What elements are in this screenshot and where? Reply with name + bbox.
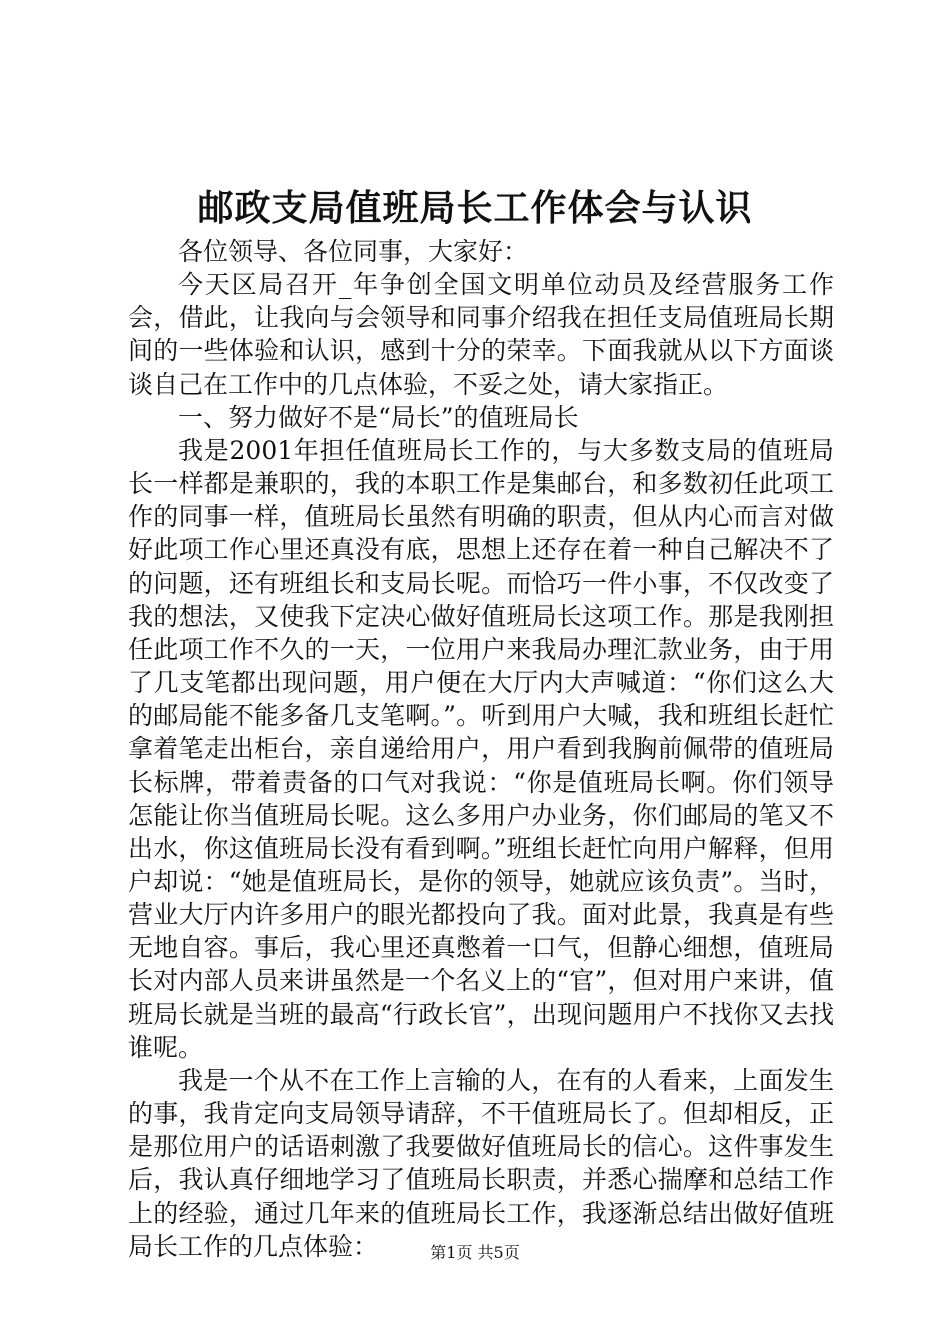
section-heading: 一、努力做好不是“局长”的值班局长: [178, 402, 579, 432]
document-title: 邮政支局值班局长工作体会与认识: [197, 187, 753, 229]
reflection-paragraph: 我是一个从不在工作上言输的人，在有的人看来，上面发生的事，我肯定向支局领导请辞，不干值班局长了。但却相反，正是那位用户的话语刺激了我要做好值班局长的信心。这件事发生后，我认真仔细地学习了值班局长职责，并悉心揣摩和总结工作上的经验，通过几年来的值班局长工作，我逐渐总结出做好值班局长工作的几点体验：: [128, 1065, 834, 1261]
intro-paragraph: 今天区局召开_年争创全国文明单位动员及经营服务工作会，借此，让我向与会领导和同事介绍我在担任支局值班局长期间的一些体验和认识，感到十分的荣幸。下面我就从以下方面谈谈自己在工作中的几点体验，不妥之处，请大家指正。: [128, 270, 834, 399]
document-body: [128, 235, 834, 1263]
page-number-footer: 第1页 共5页: [430, 1243, 520, 1262]
story-paragraph: 我是2001年担任值班局长工作的，与大多数支局的值班局长一样都是兼职的，我的本职工作是集邮台，和多数初任此项工作的同事一样，值班局长虽然有明确的职责，但从内心而言对做好此项工作心里还真没有底，思想上还存在着一种自己解决不了的问题，还有班组长和支局长呢。而恰巧一件小事，不仅改变了我的想法，又使我下定决心做好值班局长这项工作。那是我刚担任此项工作不久的一天，一位用户来我局办理汇款业务，由于用了几支笔都出现问题，用户便在大厅内大声喊道：“你们这么大的邮局能不能多备几支笔啊。”。听到用户大喊，我和班组长赶忙拿着笔走出柜台，亲自递给用户，用户看到我胸前佩带的值班局长标牌，带着责备的口气对我说：“你是值班局长啊。你们领导怎能让你当值班局长呢。这么多用户办业务，你们邮局的笔又不出水，你这值班局长没有看到啊。”班组长赶忙向用户解释，但用户却说：“她是值班局长，是你的领导，她就应该负责”。当时，营业大厅内许多用户的眼光都投向了我。面对此景，我真是有些无地自容。事后，我心里还真憋着一口气，但静心细想，值班局长对内部人员来讲虽然是一个名义上的“官”，但对用户来讲，值班局长就是当班的最高“行政长官”，出现问题用户不找你又去找谁呢。: [128, 435, 834, 1062]
greeting-paragraph: 各位领导、各位同事，大家好：: [178, 237, 529, 266]
